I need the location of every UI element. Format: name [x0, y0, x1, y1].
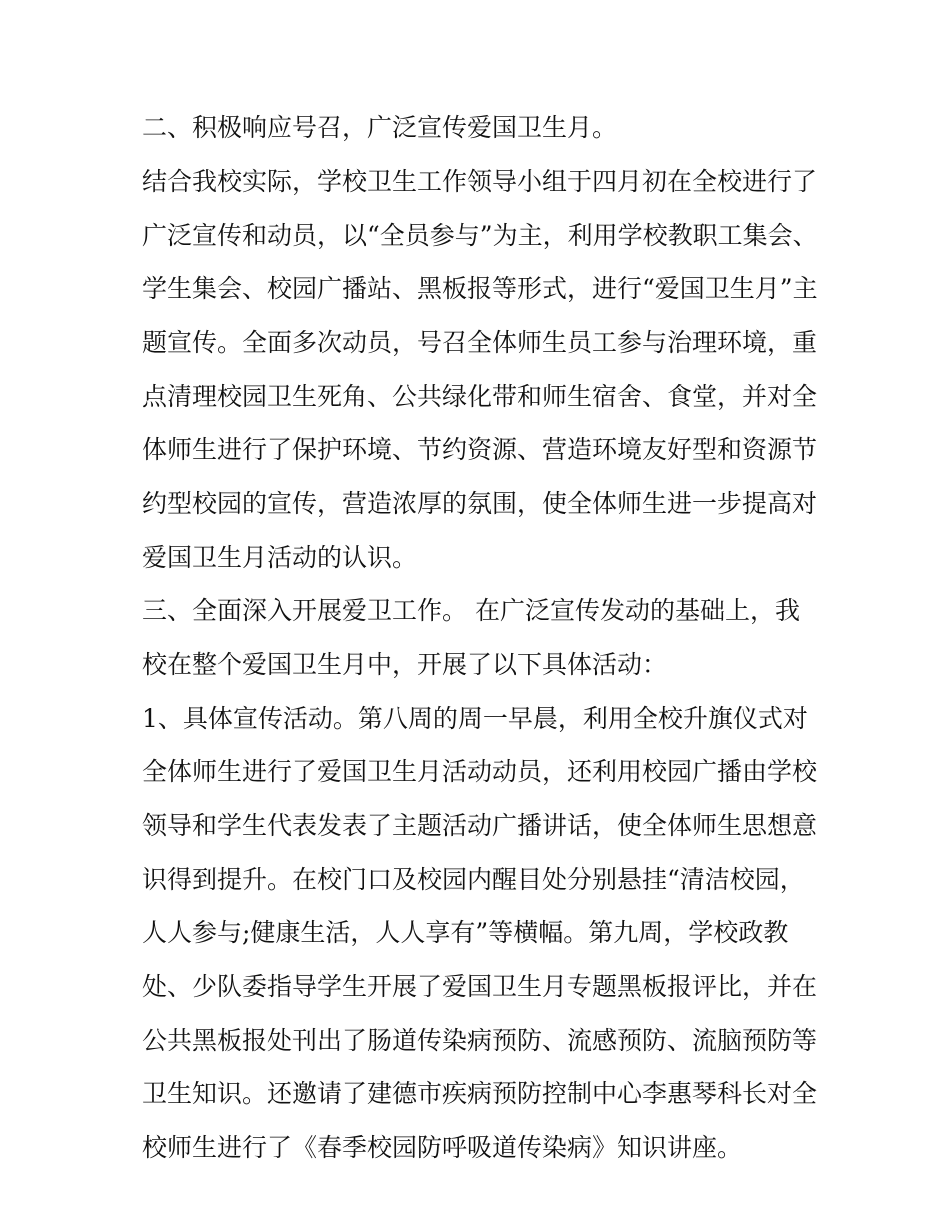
paragraph-line: 题宣传。全面多次动员，号召全体师生员工参与治理环境，重 — [142, 328, 818, 357]
section-two-heading: 二、积极响应号召，广泛宣传爱国卫生月。 — [142, 113, 618, 142]
paragraph-line: 识得到提升。在校门口及校园内醒目处分别悬挂“清洁校园， — [142, 865, 805, 894]
paragraph-line: 点清理校园卫生死角、公共绿化带和师生宿舍、食堂，并对全 — [142, 382, 818, 411]
paragraph-line: 学生集会、校园广播站、黑板报等形式，进行“爱国卫生月”主 — [142, 274, 818, 303]
paragraph-line: 体师生进行了保护环境、节约资源、营造环境友好型和资源节 — [142, 435, 818, 464]
paragraph-line: 卫生知识。还邀请了建德市疾病预防控制中心李惠琴科长对全 — [142, 1079, 818, 1108]
paragraph-line: 领导和学生代表发表了主题活动广播讲话，使全体师生思想意 — [142, 811, 818, 840]
paragraph-line: 广泛宣传和动员，以“全员参与”为主，利用学校教职工集会、 — [142, 221, 818, 250]
paragraph-line: 结合我校实际，学校卫生工作领导小组于四月初在全校进行了 — [142, 167, 818, 196]
list-item-one-line: 1、具体宣传活动。第八周的周一早晨，利用全校升旗仪式对 — [142, 704, 808, 733]
paragraph-line: 约型校园的宣传，营造浓厚的氛围，使全体师生进一步提高对 — [142, 489, 818, 518]
paragraph-line: 爱国卫生月活动的认识。 — [142, 543, 418, 572]
paragraph-line: 校在整个爱国卫生月中，开展了以下具体活动： — [142, 650, 668, 679]
paragraph-line: 公共黑板报处刊出了肠道传染病预防、流感预防、流脑预防等 — [142, 1026, 818, 1055]
paragraph-line: 全体师生进行了爱国卫生月活动动员，还利用校园广播由学校 — [142, 757, 818, 786]
paragraph-line: 人人参与;健康生活，人人享有”等横幅。第九周，学校政教 — [142, 918, 789, 947]
section-three-heading: 三、全面深入开展爱卫工作。 在广泛宣传发动的基础上，我 — [142, 596, 800, 625]
paragraph-line: 处、少队委指导学生开展了爱国卫生月专题黑板报评比，并在 — [142, 972, 818, 1001]
paragraph-line: 校师生进行了《春季校园防呼吸道传染病》知识讲座。 — [142, 1133, 743, 1162]
